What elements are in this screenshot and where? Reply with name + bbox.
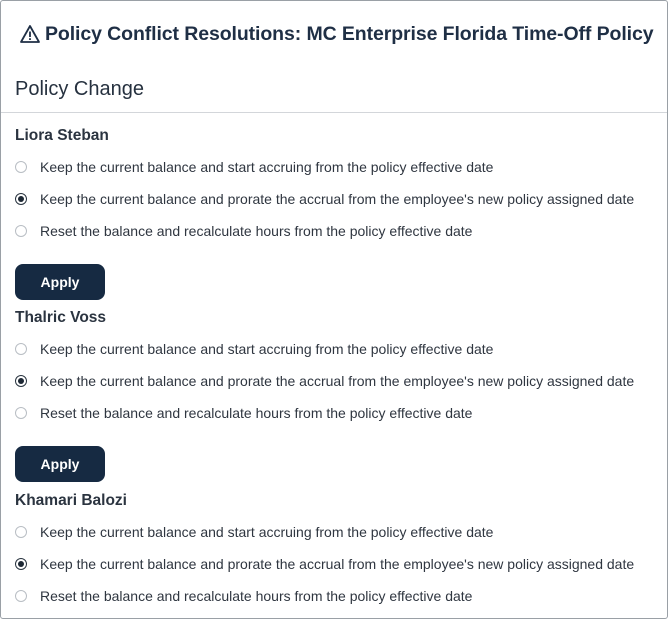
employee-block <box>1 486 667 612</box>
option-label: Reset the balance and recalculate hours from the policy effective date <box>40 588 473 604</box>
apply-button[interactable]: Apply <box>15 446 105 482</box>
option-label: Keep the current balance and start accruing from the policy effective date <box>40 341 494 357</box>
option-label: Reset the balance and recalculate hours from the policy effective date <box>40 223 473 239</box>
option-keep-accrue[interactable] <box>15 333 667 365</box>
employee-name: Liora Steban <box>15 127 109 144</box>
section-title: Policy Change <box>15 78 144 100</box>
employee-block <box>1 303 667 482</box>
option-reset-recalculate[interactable] <box>15 215 667 247</box>
radio-button[interactable] <box>15 590 27 602</box>
section-header <box>1 67 667 113</box>
radio-button[interactable] <box>15 161 27 173</box>
radio-button-selected[interactable] <box>15 193 27 205</box>
radio-button-selected[interactable] <box>15 375 27 387</box>
option-keep-accrue[interactable] <box>15 151 667 183</box>
resolution-options <box>15 151 667 247</box>
option-label: Keep the current balance and start accruing from the policy effective date <box>40 524 494 540</box>
employee-block <box>1 121 667 300</box>
apply-button[interactable]: Apply <box>15 264 105 300</box>
radio-button-selected[interactable] <box>15 558 27 570</box>
option-label: Keep the current balance and prorate the accrual from the employee's new policy assigned date <box>40 373 635 389</box>
option-keep-prorate[interactable] <box>15 365 667 397</box>
employee-name: Khamari Balozi <box>15 492 127 509</box>
page-title: Policy Conflict Resolutions: MC Enterprise Florida Time-Off Policy <box>45 22 654 45</box>
radio-button[interactable] <box>15 526 27 538</box>
option-keep-prorate[interactable] <box>15 548 667 580</box>
warning-icon <box>19 23 41 45</box>
option-label: Keep the current balance and start accruing from the policy effective date <box>40 159 494 175</box>
option-keep-prorate[interactable] <box>15 183 667 215</box>
option-keep-accrue[interactable] <box>15 516 667 548</box>
radio-button[interactable] <box>15 225 27 237</box>
option-label: Keep the current balance and prorate the accrual from the employee's new policy assigned date <box>40 556 635 572</box>
option-reset-recalculate[interactable] <box>15 580 667 612</box>
resolution-options <box>15 516 667 612</box>
option-label: Reset the balance and recalculate hours from the policy effective date <box>40 405 473 421</box>
dialog-header <box>1 1 667 67</box>
radio-button[interactable] <box>15 343 27 355</box>
resolution-options <box>15 333 667 429</box>
option-label: Keep the current balance and prorate the accrual from the employee's new policy assigned date <box>40 191 635 207</box>
employee-name: Thalric Voss <box>15 309 107 326</box>
radio-button[interactable] <box>15 407 27 419</box>
option-reset-recalculate[interactable] <box>15 397 667 429</box>
